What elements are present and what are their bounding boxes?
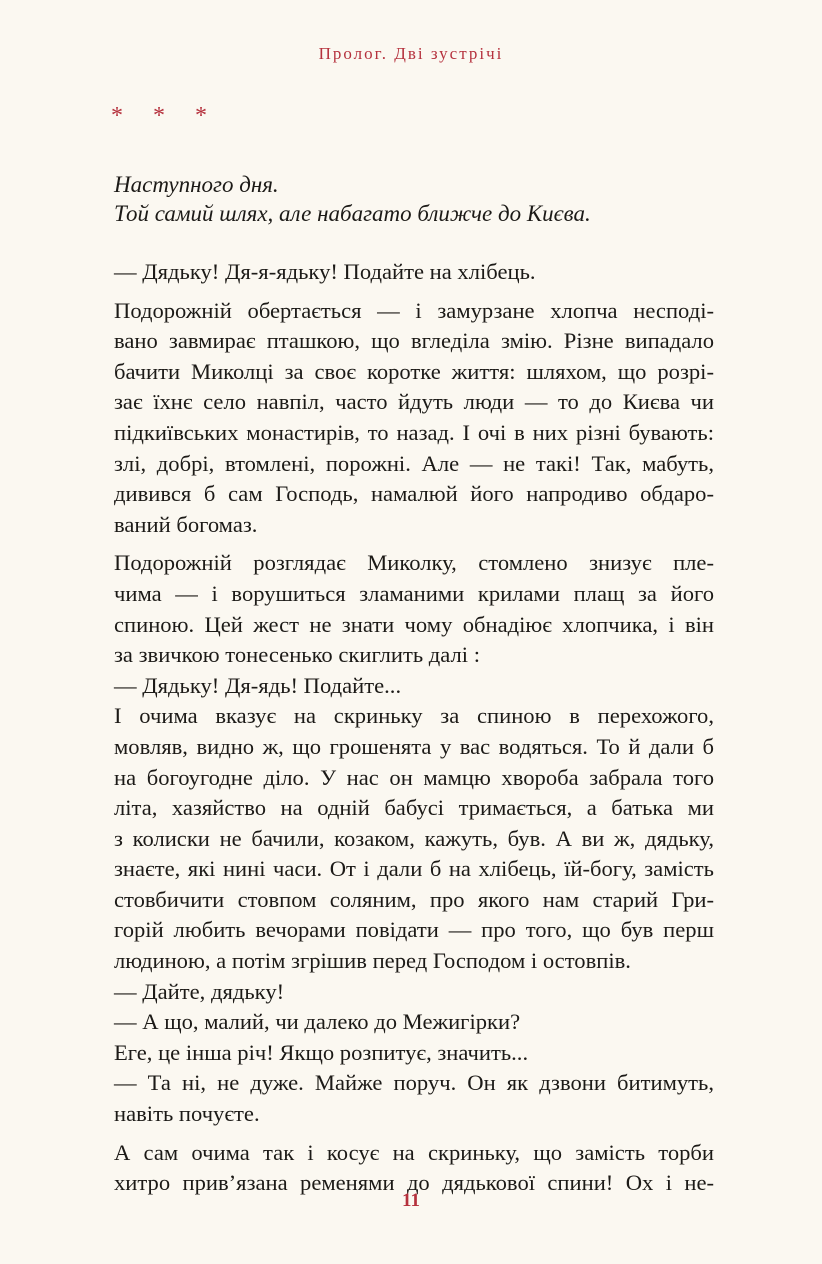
- text-line: за звичкою тонесенько скиглить далі :: [114, 642, 480, 668]
- text-line: А сам очима так і косує на скриньку, що замість торби: [114, 1139, 714, 1165]
- text-line: чима — і ворушиться зламаними крилами плащ за його: [114, 580, 714, 606]
- text-line: літа, хазяйство на одній бабусі тримається, а батька ми: [114, 795, 714, 821]
- text-line: стовбичити стовпом соляним, про якого нам старий Гри-: [114, 886, 714, 912]
- paragraph-gap: [114, 1130, 714, 1138]
- text-line: навіть почуєте.: [114, 1101, 260, 1127]
- text-line: зає їхнє село навпіл, часто йдуть люди — то до Києва чи: [114, 389, 714, 415]
- paragraph-gap: [114, 540, 714, 548]
- text-line: Подорожній обертається — і замурзане хлопча несподі-: [114, 297, 714, 323]
- text-line: вано завмирає пташкою, що вгледіла змію. Різне випадало: [114, 328, 714, 354]
- italic-line: Той самий шлях, але набагато ближче до Києва.: [114, 201, 591, 226]
- body-text: [114, 257, 714, 1199]
- paragraph-gap: [114, 288, 714, 296]
- text-line: Еге, це інша річ! Якщо розпитує, значить...: [114, 1039, 529, 1065]
- text-line: на богоугодне діло. У нас он мамцю хвороба забрала того: [114, 764, 714, 790]
- text-line: мовляв, видно ж, що грошенята у вас водяться. То й дали б: [114, 733, 714, 759]
- text-line: дивився б сам Господь, намалюй його напродиво обдаро-: [114, 481, 714, 507]
- text-line: — А що, малий, чи далеко до Межигірки?: [114, 1009, 521, 1035]
- text-line: горій любить вечорами повідати — про того, що був перш: [114, 917, 714, 943]
- text-line: ваний богомаз.: [114, 511, 258, 537]
- text-line: підкиївських монастирів, то назад. І очі в них різні бувають:: [114, 419, 714, 445]
- text-line: І очима вказує на скриньку за спиною в перехожого,: [114, 703, 714, 729]
- italic-line: Наступного дня.: [114, 172, 279, 197]
- text-line: людиною, а потім згрішив перед Господом і остовпів.: [114, 948, 631, 974]
- running-head: Пролог. Дві зустрічі: [318, 44, 504, 63]
- page-number: 11: [402, 1190, 420, 1211]
- text-line: спиною. Цей жест не знати чому обнадіює хлопчика, і він: [114, 611, 714, 637]
- text-line: бачити Миколці за своє коротке життя: шляхом, що розрі-: [114, 358, 714, 384]
- text-line: з колиски не бачили, козаком, кажуть, був. А ви ж, дядьку,: [114, 825, 714, 851]
- text-line: Подорожній розглядає Миколку, стомлено знизує пле-: [114, 550, 714, 576]
- section-asterisks: * * *: [111, 103, 219, 129]
- text-line: хитро прив’язана ременями до дядькової спини! Ох і не-: [114, 1170, 714, 1196]
- text-line: знаєте, які нині часи. От і дали б на хлібець, їй-богу, замість: [114, 856, 714, 882]
- text-line: злі, добрі, втомлені, порожні. Але — не такі! Так, мабуть,: [114, 450, 714, 476]
- text-line: — Дядьку! Дя-я-ядьку! Подайте на хлібець.: [114, 259, 536, 284]
- text-line: — Дайте, дядьку!: [114, 978, 285, 1004]
- italic-intro: [114, 170, 714, 228]
- text-line: — Та ні, не дуже. Майже поруч. Он як дзвони битимуть,: [114, 1070, 714, 1096]
- text-line: — Дядьку! Дя-ядь! Подайте...: [114, 672, 402, 698]
